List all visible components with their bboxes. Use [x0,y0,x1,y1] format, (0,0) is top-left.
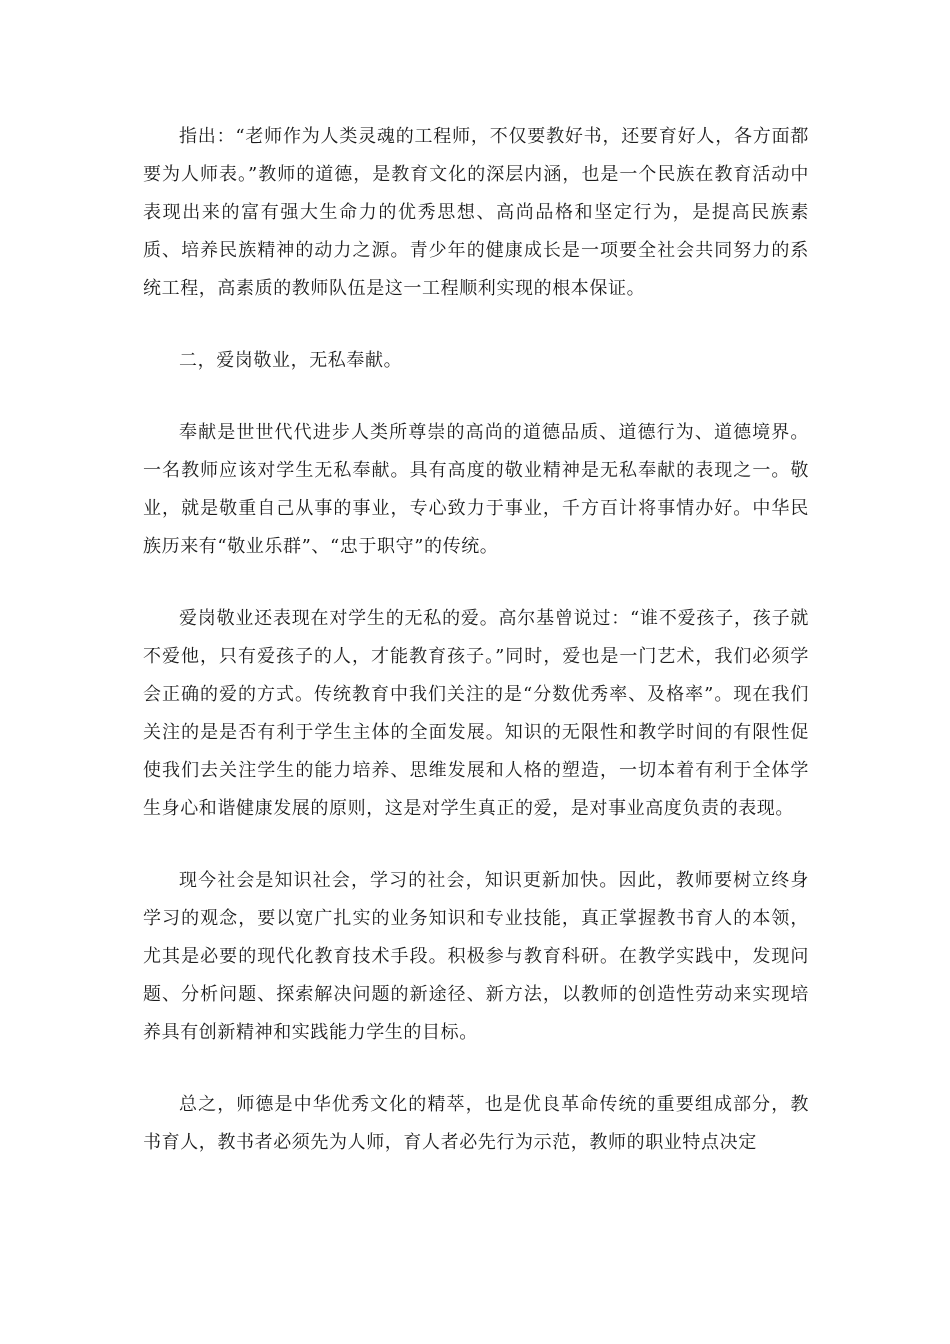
paragraph-teacher-ethics-intro: 指出：“老师作为人类灵魂的工程师，不仅要教好书，还要育好人，各方面都要为人师表。”教师的道德，是教育文化的深层内涵，也是一个民族在教育活动中表现出来的富有强大生命力的优秀思想、高尚品格和坚定行为，是提高民族素质、培养民族精神的动力之源。青少年的健康成长是一项要全社会共同努力的系统工程，高素质的教师队伍是这一工程顺利实现的根本保证。 [143,126,809,299]
paragraph-love-for-students: 爱岗敬业还表现在对学生的无私的爱。高尔基曾说过：“谁不爱孩子，孩子就不爱他，只有爱孩子的人，才能教育孩子。”同时，爱也是一门艺术，我们必须学会正确的爱的方式。传统教育中我们关注的是“分数优秀率、及格率”。现在我们关注的是是否有利于学生主体的全面发展。知识的无限性和教学时间的有限性促使我们去关注学生的能力培养、思维发展和人格的塑造，一切本着有利于全体学生身心和谐健康发展的原则，这是对学生真正的爱，是对事业高度负责的表现。 [143,608,809,819]
paragraph-conclusion: 总之，师德是中华优秀文化的精萃，也是优良革命传统的重要组成部分，教书育人，教书者必须先为人师，育人者必先行为示范，教师的职业特点决定 [143,1094,809,1153]
document-body [143,118,809,1162]
paragraph-dedication: 奉献是世世代代进步人类所尊崇的高尚的道德品质、道德行为、道德境界。一名教师应该对学生无私奉献。具有高度的敬业精神是无私奉献的表现之一。敬业，就是敬重自己从事的事业，专心致力于事业，千方百计将事情办好。中华民族历来有“敬业乐群”、“忠于职守”的传统。 [143,422,809,557]
section-heading-dedication: 二，爱岗敬业，无私奉献。 [179,350,403,371]
paragraph-lifelong-learning: 现今社会是知识社会，学习的社会，知识更新加快。因此，教师要树立终身学习的观念，要以宽广扎实的业务知识和专业技能，真正掌握教书育人的本领，尤其是必要的现代化教育技术手段。积极参与教育科研。在教学实践中，发现问题、分析问题、探索解决问题的新途径、新方法，以教师的创造性劳动来实现培养具有创新精神和实践能力学生的目标。 [143,870,809,1043]
